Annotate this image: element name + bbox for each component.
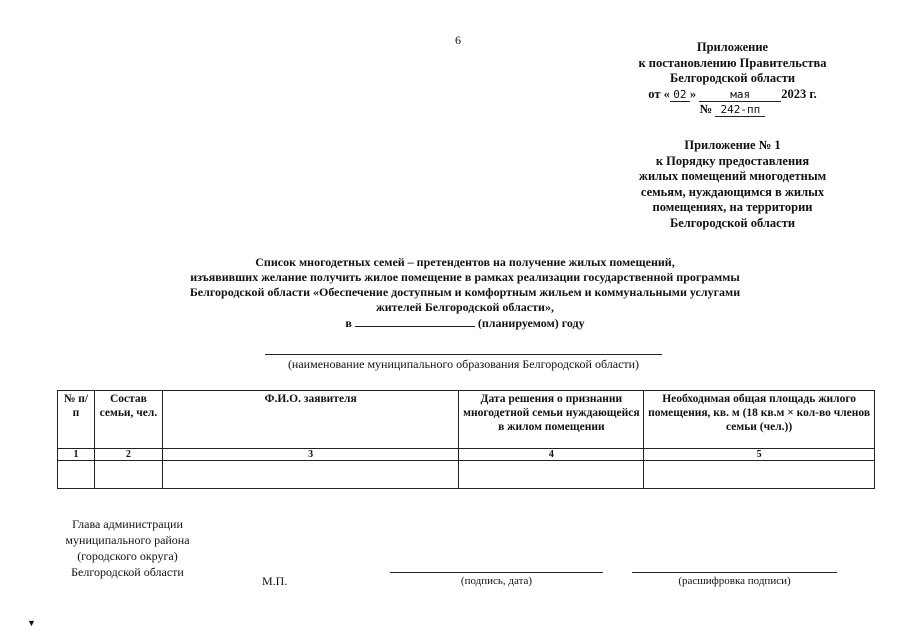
table-cell[interactable] bbox=[94, 461, 162, 489]
column-number-3: 3 bbox=[162, 449, 459, 461]
name-decoding-caption: (расшифровка подписи) bbox=[678, 575, 791, 587]
annex-line-3: жилых помещений многодетным bbox=[638, 169, 827, 183]
signatory-line-2: муниципального района bbox=[65, 533, 190, 547]
appendix-header bbox=[600, 40, 865, 118]
list-title bbox=[100, 255, 830, 331]
year-prefix: в bbox=[345, 316, 352, 330]
annex-line-6: Белгородской области bbox=[669, 215, 796, 230]
table-row bbox=[58, 461, 875, 489]
list-title-year bbox=[100, 315, 830, 331]
municipality-caption: (наименование муниципального образования Белгородской области) bbox=[287, 357, 640, 371]
annex-header bbox=[605, 138, 860, 231]
stamp-place: М.П. bbox=[262, 574, 288, 588]
header-required-area: Необходимая общая площадь жилого помещения, кв. м (18 кв.м × кол-во членов семьи (чел.)) bbox=[644, 391, 875, 449]
families-table bbox=[57, 390, 875, 489]
appendix-date bbox=[600, 87, 865, 103]
appendix-line-3: Белгородской области bbox=[669, 71, 796, 85]
signatory-line-1: Глава администрации bbox=[72, 517, 183, 531]
date-day: 02 bbox=[670, 88, 690, 102]
annex-line-2: к Порядку предоставления bbox=[655, 153, 810, 168]
municipality-blank-line bbox=[265, 354, 662, 355]
year-suffix: (планируемом) году bbox=[477, 316, 585, 330]
column-number-4: 4 bbox=[459, 449, 644, 461]
table-header-row bbox=[58, 391, 875, 449]
signatory-line-3: (городского округа) bbox=[77, 549, 178, 563]
column-number-2: 2 bbox=[94, 449, 162, 461]
document-number: 242-пп bbox=[715, 103, 765, 117]
annex-line-4: семьям, нуждающимся в жилых bbox=[640, 184, 825, 199]
signatory-title bbox=[60, 516, 195, 580]
date-month: мая bbox=[699, 88, 781, 102]
year-blank bbox=[355, 315, 475, 327]
annex-line-5: помещениях, на территории bbox=[652, 200, 813, 214]
table-cell[interactable] bbox=[644, 461, 875, 489]
appendix-line-1: Приложение bbox=[696, 40, 769, 54]
list-title-line-2: изъявивших желание получить жилое помещение в рамках реализации государственной программы bbox=[190, 270, 740, 284]
list-title-line-3: Белгородской области «Обеспечение доступным и комфортным жильем и коммунальными услугами bbox=[189, 285, 741, 299]
number-prefix: № bbox=[699, 102, 713, 116]
header-decision-date: Дата решения о признании многодетной семьи нуждающейся в жилом помещении bbox=[459, 391, 644, 449]
page-number: 6 bbox=[455, 33, 461, 47]
column-number-1: 1 bbox=[58, 449, 95, 461]
date-year: 2023 г. bbox=[781, 86, 817, 101]
annex-line-1: Приложение № 1 bbox=[684, 138, 781, 152]
table-cell[interactable] bbox=[459, 461, 644, 489]
date-quote-close: » bbox=[689, 86, 697, 101]
signature-line bbox=[390, 572, 603, 573]
header-number: № п/п bbox=[58, 391, 95, 449]
name-decoding-line bbox=[632, 572, 837, 573]
list-title-line-1: Список многодетных семей – претендентов на получение жилых помещений, bbox=[255, 255, 675, 269]
page-corner-mark: ▼ bbox=[27, 618, 36, 628]
list-title-line-4: жителей Белгородской области», bbox=[376, 300, 554, 314]
signatory-line-4: Белгородской области bbox=[71, 565, 184, 579]
header-family-size: Состав семьи, чел. bbox=[94, 391, 162, 449]
table-column-numbers-row bbox=[58, 449, 875, 461]
header-applicant-name: Ф.И.О. заявителя bbox=[162, 391, 459, 449]
column-number-5: 5 bbox=[644, 449, 875, 461]
date-prefix: от « bbox=[648, 86, 670, 101]
signature-caption: (подпись, дата) bbox=[460, 575, 533, 587]
appendix-line-2: к постановлению Правительства bbox=[638, 55, 827, 70]
table-cell[interactable] bbox=[58, 461, 95, 489]
table-cell[interactable] bbox=[162, 461, 459, 489]
appendix-number bbox=[600, 102, 865, 118]
